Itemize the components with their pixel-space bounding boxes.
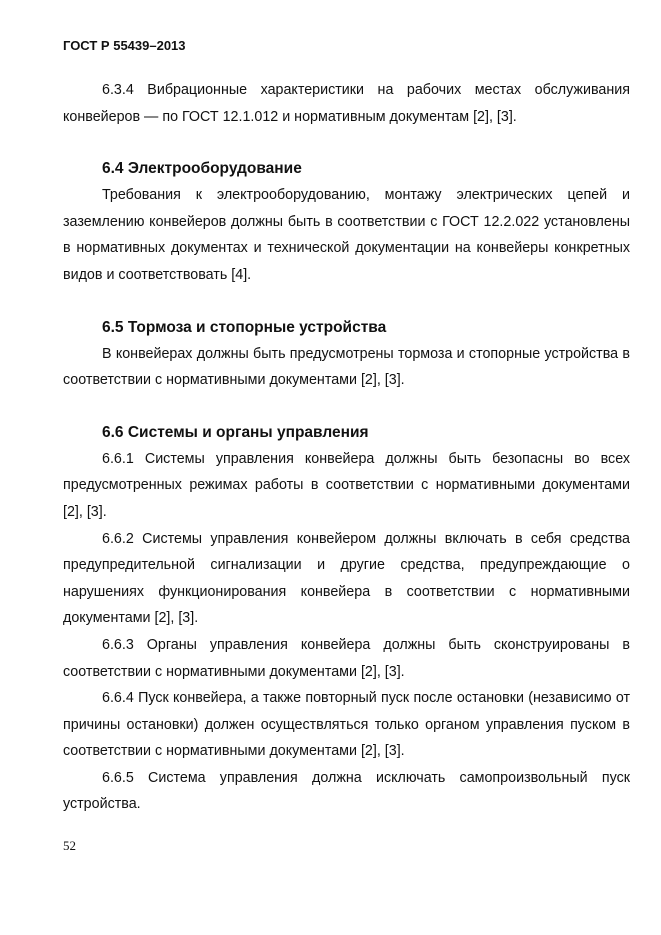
heading-6-6: 6.6 Системы и органы управления bbox=[102, 423, 369, 441]
document-body bbox=[63, 77, 630, 818]
heading-6-5: 6.5 Тормоза и стопорные устройства bbox=[102, 318, 387, 336]
paragraph-6-3-4: 6.3.4 Вибрационные характеристики на рабочих местах обслуживания конвейеров — по ГОСТ 12.1.012 и нормативным документам [2], [3]. bbox=[63, 82, 630, 125]
document-header: ГОСТ Р 55439–2013 bbox=[63, 38, 186, 53]
paragraph-6-6-2: 6.6.2 Системы управления конвейером должны включать в себя средства предупредительной сигнализации и другие средства, предупреждающие о нарушениях функционирования конвейера в соответствии с нормативными документами [2], [3]. bbox=[63, 530, 630, 627]
heading-6-4: 6.4 Электрооборудование bbox=[102, 160, 302, 178]
paragraph-6-6-4: 6.6.4 Пуск конвейера, а также повторный пуск после остановки (независимо от причины остановки) должен осуществляться только органом управления пуском в соответствии с нормативными документами [2], [3]. bbox=[63, 690, 630, 760]
paragraph-6-4: Требования к электрооборудованию, монтажу электрических цепей и заземлению конвейеров должны быть в соответствии с ГОСТ 12.2.022 установлены в нормативных документах и технической документации на конвейеры конкретных видов и соответствовать [4]. bbox=[63, 187, 630, 283]
paragraph-6-6-3: 6.6.3 Органы управления конвейера должны быть сконструированы в соответствии с нормативными документами [2], [3]. bbox=[63, 636, 630, 680]
paragraph-6-5: В конвейерах должны быть предусмотрены тормоза и стопорные устройства в соответствии с нормативными документами [2], [3]. bbox=[63, 345, 630, 389]
page-number: 52 bbox=[63, 838, 76, 853]
paragraph-6-6-5: 6.6.5 Система управления должна исключать самопроизвольный пуск устройства. bbox=[63, 769, 630, 813]
paragraph-6-6-1: 6.6.1 Системы управления конвейера должны быть безопасны во всех предусмотренных режимах работы в соответствии с нормативными документами [2], [3]. bbox=[63, 450, 630, 520]
